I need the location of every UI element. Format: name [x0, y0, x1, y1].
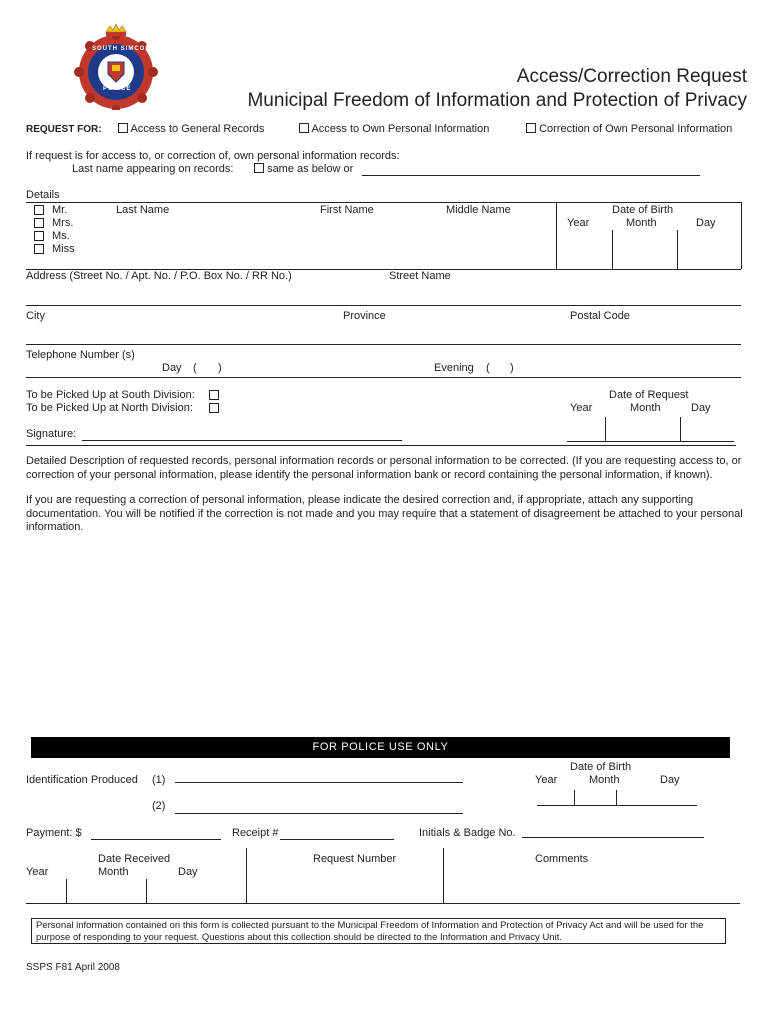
pickup-south-checkbox[interactable] — [209, 390, 219, 400]
description-area[interactable] — [26, 540, 741, 730]
police-dob-year: Year — [535, 774, 558, 786]
receipt-line[interactable] — [280, 839, 394, 840]
postal-code-label: Postal Code — [570, 310, 630, 322]
option-label: Correction of Own Personal Information — [539, 123, 733, 135]
same-as-below-label: same as below or — [267, 163, 354, 175]
checkbox[interactable] — [526, 123, 536, 133]
initials-line[interactable] — [522, 837, 704, 838]
request-year: Year — [570, 402, 593, 414]
received-month: Month — [98, 866, 129, 878]
last-name-header: Last Name — [116, 204, 170, 216]
payment-label: Payment: $ — [26, 827, 82, 839]
pickup-north-checkbox[interactable] — [209, 403, 219, 413]
logo-text-top: SOUTH SIMCOE — [92, 46, 151, 52]
police-dob-line[interactable] — [537, 805, 697, 806]
request-day: Day — [691, 402, 711, 414]
salutation-ms: Ms. — [52, 230, 70, 242]
comments-label: Comments — [535, 853, 589, 865]
signature-label: Signature: — [26, 428, 77, 440]
phone-evening: Evening — [434, 362, 474, 374]
option-correction[interactable] — [526, 123, 732, 135]
form-title: Access/Correction Request — [516, 66, 747, 87]
phone-evening-open: ( — [486, 362, 490, 374]
police-dob-day: Day — [660, 774, 680, 786]
date-of-request-label: Date of Request — [609, 389, 689, 401]
logo-text-bottom: POLICE — [103, 86, 132, 92]
address-label: Address (Street No. / Apt. No. / P.O. Box No. / RR No.) — [26, 270, 292, 282]
dob-month: Month — [626, 217, 657, 229]
option-general-records[interactable] — [118, 123, 264, 135]
police-use-header: FOR POLICE USE ONLY — [31, 737, 730, 758]
street-name-label: Street Name — [389, 270, 451, 282]
police-dob-month: Month — [589, 774, 620, 786]
checkbox[interactable] — [254, 163, 264, 173]
miss-checkbox[interactable] — [34, 244, 44, 254]
id-2-line[interactable] — [175, 813, 463, 814]
police-crest-logo — [74, 22, 158, 110]
date-of-request-line[interactable] — [567, 441, 734, 442]
ms-checkbox[interactable] — [34, 231, 44, 241]
option-label: Access to Own Personal Information — [311, 123, 490, 135]
description-para-2: If you are requesting a correction of personal information, please indicate the desired correction and, if appropriate, attach any supporting documentation. You will be notified if the correction is not made and you may require that a statement of disagreement be attached to your personal information. — [26, 494, 743, 533]
checkbox[interactable] — [299, 123, 309, 133]
pickup-south-label: To be Picked Up at South Division: — [26, 389, 195, 401]
last-name-line[interactable] — [362, 175, 700, 176]
phone-day-close: ) — [218, 362, 222, 374]
dob-day: Day — [696, 217, 716, 229]
salutation-mrs: Mrs. — [52, 217, 74, 229]
privacy-notice: Personal information contained on this form is collected pursuant to the Municipal Freedom of Information and Protection of Privacy Act and will be used for the purpose of responding to your request. Questions about this collection should be directed to the Information and Privacy Unit. — [31, 918, 726, 944]
id-2-label: (2) — [152, 800, 166, 812]
police-dob-label: Date of Birth — [570, 761, 632, 773]
id-1-line[interactable] — [175, 782, 463, 783]
personal-intro: If request is for access to, or correction of, own personal information records: — [26, 150, 400, 162]
request-month: Month — [630, 402, 661, 414]
phone-label: Telephone Number (s) — [26, 349, 135, 361]
dob-year: Year — [567, 217, 590, 229]
initials-label: Initials & Badge No. — [419, 827, 516, 839]
signature-line[interactable] — [82, 440, 402, 441]
date-received-label: Date Received — [98, 853, 171, 865]
dob-header: Date of Birth — [612, 204, 674, 216]
option-own-personal-info[interactable] — [299, 123, 489, 135]
province-label: Province — [343, 310, 386, 322]
phone-evening-close: ) — [510, 362, 514, 374]
salutation-mr: Mr. — [52, 204, 68, 216]
pickup-north-label: To be Picked Up at North Division: — [26, 402, 193, 414]
middle-name-header: Middle Name — [446, 204, 511, 216]
form-subtitle: Municipal Freedom of Information and Protection of Privacy — [247, 90, 747, 111]
form-code-footer: SSPS F81 April 2008 — [26, 962, 120, 973]
same-as-below-option[interactable] — [254, 163, 353, 175]
phone-line[interactable] — [26, 377, 741, 378]
id-produced-label: Identification Produced — [26, 774, 138, 786]
received-year: Year — [26, 866, 49, 878]
request-for-label: REQUEST FOR: — [26, 124, 102, 135]
first-name-header: First Name — [320, 204, 374, 216]
details-label: Details — [26, 189, 60, 201]
salutation-miss: Miss — [52, 243, 75, 255]
description-para-1: Detailed Description of requested records, personal information records or personal information to be corrected. (If you are requesting access to, or correction of your personal information, please identify the personal information bank or record containing the personal information, if known). — [26, 455, 742, 481]
option-label: Access to General Records — [130, 123, 265, 135]
checkbox[interactable] — [118, 123, 128, 133]
mr-checkbox[interactable] — [34, 205, 44, 215]
received-day: Day — [178, 866, 198, 878]
request-number-label: Request Number — [313, 853, 397, 865]
receipt-label: Receipt # — [232, 827, 279, 839]
mrs-checkbox[interactable] — [34, 218, 44, 228]
city-line[interactable] — [26, 344, 741, 345]
address-line[interactable] — [26, 305, 741, 306]
last-name-label: Last name appearing on records: — [72, 163, 234, 175]
payment-line[interactable] — [91, 839, 221, 840]
city-label: City — [26, 310, 45, 322]
phone-day-open: ( — [193, 362, 197, 374]
id-1-label: (1) — [152, 774, 166, 786]
phone-day: Day — [162, 362, 182, 374]
